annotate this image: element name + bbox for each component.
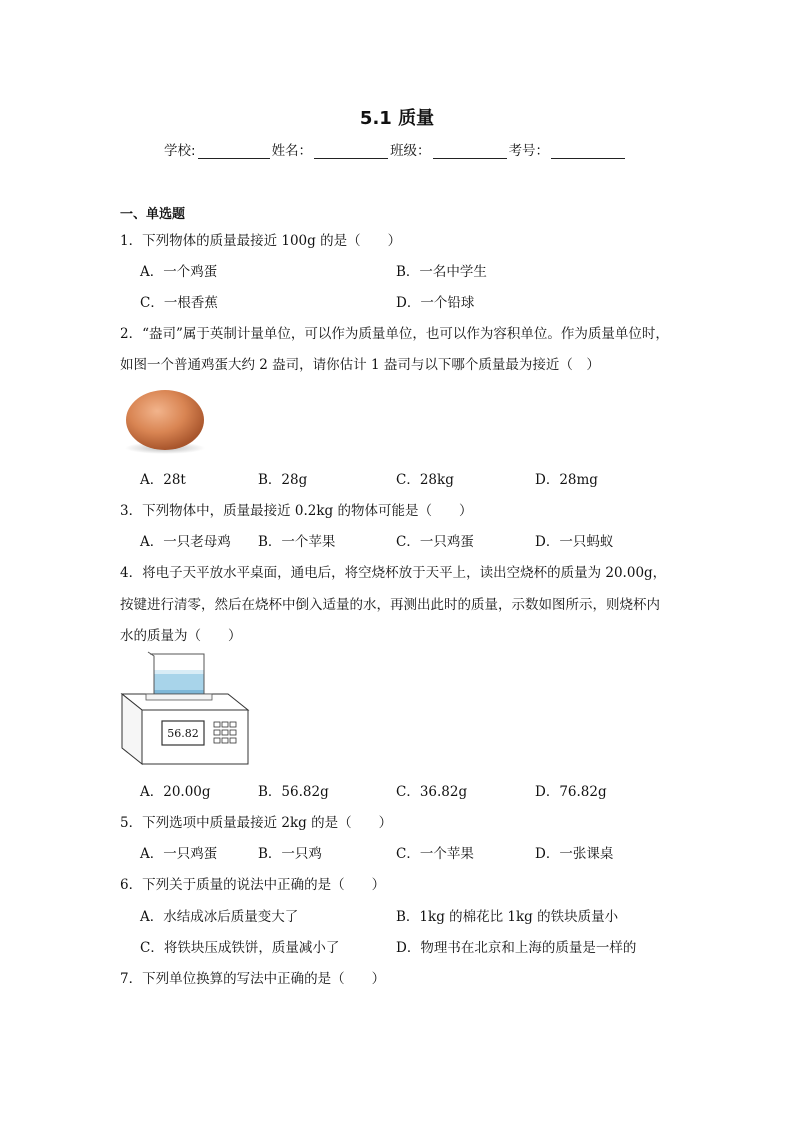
question-2-text-line-2: 如图一个普通鸡蛋大约 2 盎司，请你估计 1 盎司与以下哪个质量最为接近（ ） — [120, 357, 600, 373]
question-3-option-c: C．一只鸡蛋 — [396, 534, 474, 550]
question-6-option-a: A．水结成冰后质量变大了 — [140, 909, 299, 925]
question-4-text-line-2: 按键进行清零，然后在烧杯中倒入适量的水，再测出此时的质量，示数如图所示，则烧杯内 — [120, 597, 660, 613]
question-6-text: 6．下列关于质量的说法中正确的是（ ） — [120, 877, 386, 893]
name-blank — [314, 144, 388, 159]
name-label: 姓名： — [271, 143, 313, 159]
school-label: 学校: — [164, 143, 196, 159]
question-6-option-c: C．将铁块压成铁饼，质量减小了 — [140, 940, 340, 956]
question-3-option-d: D．一只蚂蚁 — [535, 534, 614, 550]
question-1-option-c: C．一根香蕉 — [140, 295, 218, 311]
question-2-option-b: B．28g — [258, 472, 308, 488]
question-3-option-b: B．一个苹果 — [258, 534, 336, 550]
class-blank — [433, 144, 507, 159]
egg-image — [120, 382, 210, 458]
question-7-text: 7．下列单位换算的写法中正确的是（ ） — [120, 971, 386, 987]
question-2-option-d: D．28mg — [535, 472, 598, 488]
question-2-text-line-1: 2．“盎司”属于英制计量单位，可以作为质量单位，也可以作为容积单位。作为质量单位时， — [120, 326, 669, 342]
exam-number-label: 考号： — [508, 143, 550, 159]
question-4-option-a: A．20.00g — [140, 784, 211, 800]
question-4-option-d: D．76.82g — [535, 784, 607, 800]
page-title: 5.1 质量 — [359, 108, 435, 129]
question-2-option-c: C．28kg — [396, 472, 454, 488]
question-1-option-a: A．一个鸡蛋 — [140, 264, 218, 280]
question-1-text: 1．下列物体的质量最接近 100g 的是（ ） — [120, 233, 402, 249]
question-4-option-c: C．36.82g — [396, 784, 468, 800]
exam-number-blank — [551, 144, 625, 159]
balance-display-reading: 56.82 — [167, 727, 199, 740]
class-label: 班级： — [390, 143, 431, 159]
question-6-option-b: B．1kg 的棉花比 1kg 的铁块质量小 — [396, 909, 619, 925]
question-4-text-line-3: 水的质量为（ ） — [120, 628, 242, 644]
question-5-option-d: D．一张课桌 — [535, 846, 614, 862]
question-4-text-line-1: 4．将电子天平放水平桌面，通电后，将空烧杯放于天平上，读出空烧杯的质量为 20.00g， — [120, 565, 667, 581]
question-5-option-a: A．一只鸡蛋 — [140, 846, 218, 862]
question-2-option-a: A．28t — [140, 472, 186, 488]
question-3-text: 3．下列物体中，质量最接近 0.2kg 的物体可能是（ ） — [120, 503, 473, 519]
question-5-option-b: B．一只鸡 — [258, 846, 322, 862]
balance-drawing — [118, 650, 250, 768]
question-5-option-c: C．一个苹果 — [396, 846, 474, 862]
electronic-balance-figure — [118, 650, 250, 768]
question-5-text: 5．下列选项中质量最接近 2kg 的是（ ） — [120, 815, 393, 831]
section-heading: 一、单选题 — [120, 207, 186, 222]
question-1-option-d: D．一个铅球 — [396, 295, 475, 311]
school-blank — [198, 144, 270, 159]
question-3-option-a: A．一只老母鸡 — [140, 534, 231, 550]
question-1-option-b: B．一名中学生 — [396, 264, 487, 280]
student-info-row — [164, 139, 627, 159]
question-6-option-d: D．物理书在北京和上海的质量是一样的 — [396, 940, 637, 956]
question-4-option-b: B．56.82g — [258, 784, 329, 800]
